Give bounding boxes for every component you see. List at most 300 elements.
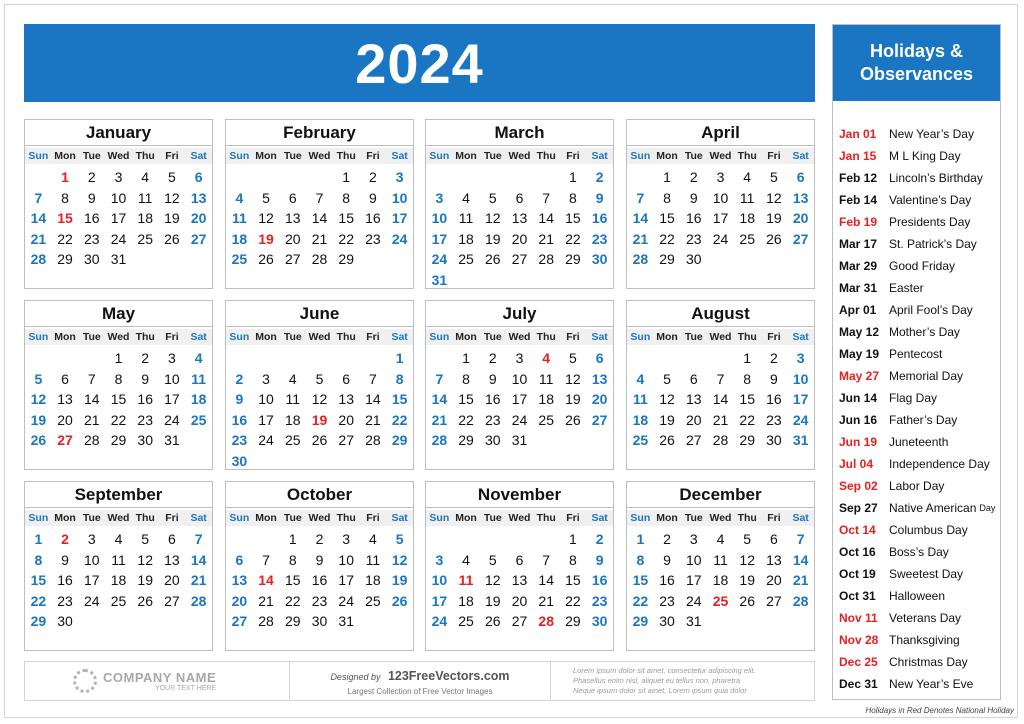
holiday-item bbox=[833, 233, 1000, 255]
day-cell: 1 bbox=[395, 350, 404, 366]
holiday-item bbox=[833, 673, 1000, 695]
holiday-item bbox=[833, 585, 1000, 607]
day-cell: 31 bbox=[792, 432, 809, 448]
day-cell: 23 bbox=[57, 592, 73, 609]
day-cell: 19 bbox=[739, 572, 755, 588]
day-cell: 19 bbox=[484, 230, 501, 247]
holiday-date: May 12 bbox=[839, 325, 880, 339]
day-cell: 3 bbox=[342, 531, 351, 547]
weekday-label: Sun bbox=[429, 150, 450, 162]
day-cell: 2 bbox=[141, 350, 150, 366]
month-name: June bbox=[226, 301, 413, 327]
holiday-name: Sweetest Day bbox=[889, 567, 964, 581]
day-cell: 24 bbox=[431, 613, 448, 629]
day-cell: 5 bbox=[488, 551, 497, 568]
day-cell: 24 bbox=[258, 432, 274, 448]
day-cell: 6 bbox=[796, 169, 805, 185]
empty-cell bbox=[279, 167, 306, 188]
month-name: December bbox=[627, 482, 814, 508]
day-cell: 28 bbox=[190, 592, 207, 609]
day-cell: 30 bbox=[57, 613, 73, 629]
day-cell: 19 bbox=[565, 391, 581, 407]
day-cell: 5 bbox=[141, 531, 150, 547]
day-cell: 13 bbox=[190, 189, 207, 206]
day-cell: 14 bbox=[258, 572, 274, 588]
days-grid bbox=[226, 529, 413, 632]
month-name: February bbox=[226, 120, 413, 146]
brand-name: 123FreeVectors.com bbox=[387, 668, 510, 683]
day-cell: 24 bbox=[391, 230, 408, 247]
day-cell: 1 bbox=[114, 350, 123, 366]
day-cell: 11 bbox=[365, 551, 381, 568]
holiday-item bbox=[833, 409, 1000, 431]
weekday-label: Thu bbox=[135, 512, 155, 524]
day-cell: 8 bbox=[743, 370, 752, 387]
day-cell: 12 bbox=[258, 210, 274, 226]
day-cell: 27 bbox=[164, 592, 180, 609]
weekday-label: Sat bbox=[792, 512, 809, 524]
day-cell: 28 bbox=[431, 432, 448, 448]
day-cell: 14 bbox=[712, 391, 729, 407]
day-cell: 16 bbox=[365, 210, 381, 226]
day-cell: 23 bbox=[685, 230, 702, 247]
holiday-name: New Year’s Eve bbox=[889, 677, 974, 691]
day-cell: 19 bbox=[659, 411, 675, 428]
day-cell: 31 bbox=[431, 271, 448, 288]
day-cell: 7 bbox=[194, 531, 203, 547]
day-cell: 26 bbox=[391, 592, 408, 609]
day-cell: 30 bbox=[591, 251, 608, 267]
holidays-panel-title: Holidays & Observances bbox=[833, 25, 1000, 101]
day-cell: 19 bbox=[766, 210, 782, 226]
holiday-date: Sep 02 bbox=[839, 479, 878, 493]
day-cell: 22 bbox=[565, 592, 581, 609]
weekday-label: Sat bbox=[591, 331, 608, 343]
day-cell: 29 bbox=[284, 613, 301, 629]
day-cell: 28 bbox=[258, 613, 274, 629]
weekday-label: Sat bbox=[792, 150, 809, 162]
day-cell: 17 bbox=[792, 391, 809, 407]
holiday-item bbox=[833, 145, 1000, 167]
empty-cell bbox=[52, 348, 79, 369]
day-cell: 19 bbox=[311, 411, 328, 428]
days-grid bbox=[25, 529, 212, 632]
day-cell: 15 bbox=[391, 391, 408, 407]
day-cell: 10 bbox=[110, 189, 127, 206]
day-cell: 8 bbox=[569, 189, 577, 206]
holiday-name: Native American bbox=[889, 501, 977, 515]
day-cell: 1 bbox=[743, 350, 752, 366]
holiday-name: Boss’s Day bbox=[889, 545, 949, 559]
weekday-label: Wed bbox=[107, 150, 130, 162]
day-cell: 22 bbox=[565, 230, 581, 247]
day-cell: 27 bbox=[792, 230, 809, 247]
day-cell: 12 bbox=[739, 551, 755, 568]
day-cell: 3 bbox=[395, 169, 404, 185]
day-cell: 27 bbox=[511, 251, 528, 267]
day-cell: 1 bbox=[342, 169, 351, 185]
day-cell: 13 bbox=[591, 370, 608, 387]
weekday-label: Fri bbox=[767, 150, 781, 162]
day-cell: 20 bbox=[338, 411, 354, 428]
day-cell: 25 bbox=[712, 592, 729, 609]
weekday-label: Sat bbox=[391, 512, 408, 524]
weekday-label: Thu bbox=[336, 331, 356, 343]
company-name: COMPANY NAME bbox=[103, 670, 217, 685]
day-cell: 19 bbox=[258, 230, 274, 247]
day-cell: 7 bbox=[716, 370, 725, 387]
holiday-name: Good Friday bbox=[889, 259, 956, 273]
day-cell: 26 bbox=[766, 230, 782, 247]
holiday-item bbox=[833, 431, 1000, 453]
day-cell: 4 bbox=[462, 551, 470, 568]
holiday-name: Pentecost bbox=[889, 347, 943, 361]
day-cell: 3 bbox=[87, 531, 96, 547]
weekday-label: Tue bbox=[684, 150, 703, 162]
holiday-date: May 27 bbox=[839, 369, 880, 383]
day-cell: 6 bbox=[595, 350, 604, 366]
day-cell: 26 bbox=[739, 592, 755, 609]
day-cell: 14 bbox=[311, 210, 328, 226]
day-cell: 2 bbox=[689, 169, 698, 185]
day-cell: 1 bbox=[569, 169, 577, 185]
day-cell: 27 bbox=[591, 411, 608, 428]
day-cell: 29 bbox=[391, 432, 408, 448]
day-cell: 19 bbox=[391, 572, 408, 588]
day-cell: 14 bbox=[30, 210, 47, 226]
empty-cell bbox=[360, 348, 387, 369]
empty-cell bbox=[226, 167, 253, 188]
holiday-item bbox=[833, 629, 1000, 651]
weekday-label: Tue bbox=[82, 150, 101, 162]
empty-cell bbox=[479, 529, 506, 550]
weekday-label: Sat bbox=[190, 150, 207, 162]
day-cell: 2 bbox=[663, 531, 671, 547]
holiday-date: Mar 31 bbox=[839, 281, 878, 295]
weekday-label: Fri bbox=[566, 331, 580, 343]
day-cell: 19 bbox=[30, 411, 47, 428]
day-cell: 30 bbox=[766, 432, 782, 448]
day-cell: 16 bbox=[685, 210, 702, 226]
day-cell: 20 bbox=[792, 210, 809, 226]
empty-cell bbox=[654, 348, 681, 369]
day-cell: 7 bbox=[34, 189, 43, 206]
weekday-label: Thu bbox=[536, 150, 556, 162]
day-cell: 23 bbox=[365, 230, 381, 247]
day-cell: 31 bbox=[685, 613, 702, 629]
day-cell: 2 bbox=[61, 531, 69, 547]
day-cell: 31 bbox=[511, 432, 528, 448]
day-cell: 30 bbox=[137, 432, 153, 448]
brand-tagline: Largest Collection of Free Vector Images bbox=[347, 686, 493, 696]
day-cell: 29 bbox=[565, 251, 581, 267]
holiday-name: Presidents Day bbox=[889, 215, 971, 229]
day-cell: 9 bbox=[61, 551, 69, 568]
empty-cell bbox=[627, 348, 654, 369]
weekday-label: Tue bbox=[82, 331, 101, 343]
month-january bbox=[24, 119, 213, 289]
day-cell: 7 bbox=[435, 370, 444, 387]
day-cell: 6 bbox=[515, 551, 524, 568]
empty-cell bbox=[306, 348, 333, 369]
day-cell: 15 bbox=[110, 391, 127, 407]
day-cell: 22 bbox=[57, 230, 73, 247]
day-cell: 30 bbox=[659, 613, 675, 629]
weekday-header bbox=[226, 329, 413, 345]
empty-cell bbox=[453, 529, 480, 550]
day-cell: 15 bbox=[57, 210, 73, 226]
day-cell: 27 bbox=[338, 432, 354, 448]
month-march bbox=[425, 119, 614, 289]
day-cell: 14 bbox=[83, 391, 100, 407]
holiday-date: May 19 bbox=[839, 347, 880, 361]
weekday-label: Fri bbox=[366, 150, 380, 162]
day-cell: 21 bbox=[431, 411, 448, 428]
day-cell: 13 bbox=[338, 391, 354, 407]
weekday-label: Thu bbox=[336, 150, 356, 162]
day-cell: 18 bbox=[458, 230, 474, 247]
month-name: August bbox=[627, 301, 814, 327]
weekday-header bbox=[426, 329, 613, 345]
day-cell: 11 bbox=[191, 370, 207, 387]
weekday-label: Thu bbox=[536, 331, 556, 343]
holiday-date: Jun 14 bbox=[839, 391, 878, 405]
holiday-name: M L King Day bbox=[889, 149, 961, 163]
day-cell: 8 bbox=[114, 370, 123, 387]
day-cell: 15 bbox=[30, 572, 47, 588]
day-cell: 4 bbox=[462, 189, 470, 206]
company-logo bbox=[25, 662, 290, 700]
day-cell: 2 bbox=[595, 169, 604, 185]
day-cell: 20 bbox=[57, 411, 73, 428]
weekday-label: Tue bbox=[283, 150, 302, 162]
day-cell: 26 bbox=[484, 251, 501, 267]
day-cell: 9 bbox=[595, 551, 604, 568]
day-cell: 8 bbox=[636, 551, 645, 568]
holiday-date: Mar 29 bbox=[839, 259, 878, 273]
day-cell: 5 bbox=[743, 531, 752, 547]
day-cell: 11 bbox=[538, 370, 554, 387]
month-name: May bbox=[25, 301, 212, 327]
day-cell: 2 bbox=[369, 169, 377, 185]
day-cell: 12 bbox=[164, 189, 180, 206]
weekday-label: Thu bbox=[737, 150, 757, 162]
day-cell: 5 bbox=[488, 189, 497, 206]
day-cell: 9 bbox=[488, 370, 497, 387]
day-cell: 3 bbox=[515, 350, 524, 366]
empty-cell bbox=[279, 348, 306, 369]
day-cell: 22 bbox=[659, 230, 675, 247]
day-cell: 4 bbox=[141, 169, 150, 185]
weekday-label: Fri bbox=[366, 512, 380, 524]
day-cell: 21 bbox=[365, 411, 381, 428]
weekday-header bbox=[627, 510, 814, 526]
days-grid bbox=[426, 348, 613, 451]
day-cell: 5 bbox=[663, 370, 671, 387]
holiday-item bbox=[833, 497, 1000, 519]
month-name: October bbox=[226, 482, 413, 508]
holiday-name: Veterans Day bbox=[889, 611, 962, 625]
weekday-header bbox=[25, 510, 212, 526]
day-cell: 11 bbox=[285, 391, 301, 407]
day-cell: 6 bbox=[288, 189, 297, 206]
lorem-line: Lorem ipsum dolor sit amet, consectetur adipiscing elit. bbox=[573, 666, 756, 675]
holiday-date: Oct 31 bbox=[839, 589, 876, 603]
day-cell: 13 bbox=[685, 391, 702, 407]
holiday-item bbox=[833, 475, 1000, 497]
day-cell: 28 bbox=[30, 251, 47, 267]
day-cell: 1 bbox=[288, 531, 297, 547]
day-cell: 20 bbox=[164, 572, 180, 588]
month-june bbox=[225, 300, 414, 470]
empty-cell bbox=[25, 167, 52, 188]
day-cell: 7 bbox=[262, 551, 270, 568]
weekday-label: Sat bbox=[391, 150, 408, 162]
holiday-date: Oct 19 bbox=[839, 567, 876, 581]
day-cell: 6 bbox=[515, 189, 524, 206]
day-cell: 18 bbox=[632, 411, 649, 428]
day-cell: 24 bbox=[164, 411, 180, 428]
designer-credit bbox=[290, 662, 551, 700]
day-cell: 2 bbox=[770, 350, 778, 366]
day-cell: 16 bbox=[484, 391, 501, 407]
gear-icon bbox=[73, 669, 97, 693]
day-cell: 8 bbox=[61, 189, 69, 206]
month-name: April bbox=[627, 120, 814, 146]
days-grid bbox=[627, 529, 814, 632]
day-cell: 13 bbox=[511, 210, 528, 226]
day-cell: 11 bbox=[458, 572, 474, 588]
day-cell: 17 bbox=[431, 230, 448, 247]
weekday-label: Fri bbox=[566, 150, 580, 162]
day-cell: 8 bbox=[569, 551, 577, 568]
day-cell: 8 bbox=[34, 551, 43, 568]
weekday-label: Wed bbox=[107, 331, 130, 343]
empty-cell bbox=[533, 529, 560, 550]
year-title: 2024 bbox=[355, 31, 484, 95]
weekday-label: Sun bbox=[28, 331, 49, 343]
day-cell: 21 bbox=[712, 411, 729, 428]
days-grid bbox=[627, 167, 814, 270]
day-cell: 8 bbox=[462, 370, 470, 387]
weekday-label: Sun bbox=[630, 331, 651, 343]
empty-cell bbox=[426, 348, 453, 369]
day-cell: 18 bbox=[365, 572, 381, 588]
day-cell: 25 bbox=[538, 411, 554, 428]
day-cell: 23 bbox=[137, 411, 153, 428]
weekday-label: Mon bbox=[255, 331, 277, 343]
day-cell: 15 bbox=[659, 210, 675, 226]
holiday-item bbox=[833, 167, 1000, 189]
holiday-date: Feb 14 bbox=[839, 193, 878, 207]
day-cell: 22 bbox=[284, 592, 301, 609]
day-cell: 4 bbox=[636, 370, 645, 387]
day-cell: 29 bbox=[338, 251, 354, 267]
day-cell: 27 bbox=[57, 432, 73, 448]
day-cell: 21 bbox=[632, 230, 649, 247]
weekday-label: Fri bbox=[165, 512, 179, 524]
holiday-date: Oct 14 bbox=[839, 523, 876, 537]
day-cell: 3 bbox=[114, 169, 123, 185]
day-cell: 18 bbox=[190, 391, 207, 407]
day-cell: 18 bbox=[712, 572, 729, 588]
day-cell: 6 bbox=[168, 531, 176, 547]
holiday-date: Apr 01 bbox=[839, 303, 877, 317]
empty-cell bbox=[226, 348, 253, 369]
month-july bbox=[425, 300, 614, 470]
day-cell: 12 bbox=[391, 551, 408, 568]
day-cell: 17 bbox=[164, 391, 180, 407]
month-name: September bbox=[25, 482, 212, 508]
day-cell: 10 bbox=[685, 551, 702, 568]
day-cell: 24 bbox=[110, 230, 127, 247]
weekday-header bbox=[226, 148, 413, 164]
day-cell: 5 bbox=[262, 189, 270, 206]
weekday-label: Tue bbox=[283, 331, 302, 343]
weekday-label: Fri bbox=[767, 331, 781, 343]
day-cell: 7 bbox=[542, 189, 551, 206]
weekday-label: Tue bbox=[483, 512, 502, 524]
weekday-label: Mon bbox=[255, 150, 277, 162]
weekday-label: Thu bbox=[536, 512, 556, 524]
day-cell: 31 bbox=[110, 251, 127, 267]
holiday-name: Father’s Day bbox=[889, 413, 958, 427]
day-cell: 22 bbox=[110, 411, 127, 428]
holiday-item bbox=[833, 387, 1000, 409]
day-cell: 2 bbox=[595, 531, 604, 547]
empty-cell bbox=[253, 167, 280, 188]
day-cell: 12 bbox=[30, 391, 47, 407]
empty-cell bbox=[25, 348, 52, 369]
empty-cell bbox=[453, 167, 480, 188]
holidays-list bbox=[833, 123, 1000, 695]
empty-cell bbox=[506, 167, 533, 188]
holiday-name: St. Patrick’s Day bbox=[889, 237, 977, 251]
day-cell: 3 bbox=[435, 551, 444, 568]
day-cell: 23 bbox=[311, 592, 328, 609]
holiday-name: Independence Day bbox=[889, 457, 990, 471]
day-cell: 11 bbox=[137, 189, 153, 206]
day-cell: 10 bbox=[792, 370, 809, 387]
day-cell: 9 bbox=[87, 189, 96, 206]
day-cell: 9 bbox=[595, 189, 604, 206]
day-cell: 12 bbox=[659, 391, 675, 407]
day-cell: 1 bbox=[663, 169, 671, 185]
day-cell: 13 bbox=[511, 572, 528, 588]
day-cell: 28 bbox=[83, 432, 100, 448]
day-cell: 25 bbox=[458, 613, 474, 629]
day-cell: 6 bbox=[689, 370, 698, 387]
holiday-date: Jan 01 bbox=[839, 127, 877, 141]
day-cell: 20 bbox=[591, 391, 608, 407]
day-cell: 30 bbox=[591, 613, 608, 629]
day-cell: 10 bbox=[258, 391, 274, 407]
day-cell: 3 bbox=[796, 350, 805, 366]
day-cell: 28 bbox=[538, 613, 554, 629]
weekday-label: Tue bbox=[684, 331, 703, 343]
day-cell: 8 bbox=[288, 551, 297, 568]
day-cell: 20 bbox=[231, 592, 248, 609]
weekday-label: Mon bbox=[54, 150, 76, 162]
month-name: January bbox=[25, 120, 212, 146]
day-cell: 6 bbox=[342, 370, 351, 387]
day-cell: 15 bbox=[739, 391, 755, 407]
day-cell: 30 bbox=[83, 251, 100, 267]
day-cell: 25 bbox=[190, 411, 207, 428]
weekday-label: Fri bbox=[165, 331, 179, 343]
weekday-label: Mon bbox=[455, 331, 477, 343]
day-cell: 23 bbox=[231, 432, 248, 448]
